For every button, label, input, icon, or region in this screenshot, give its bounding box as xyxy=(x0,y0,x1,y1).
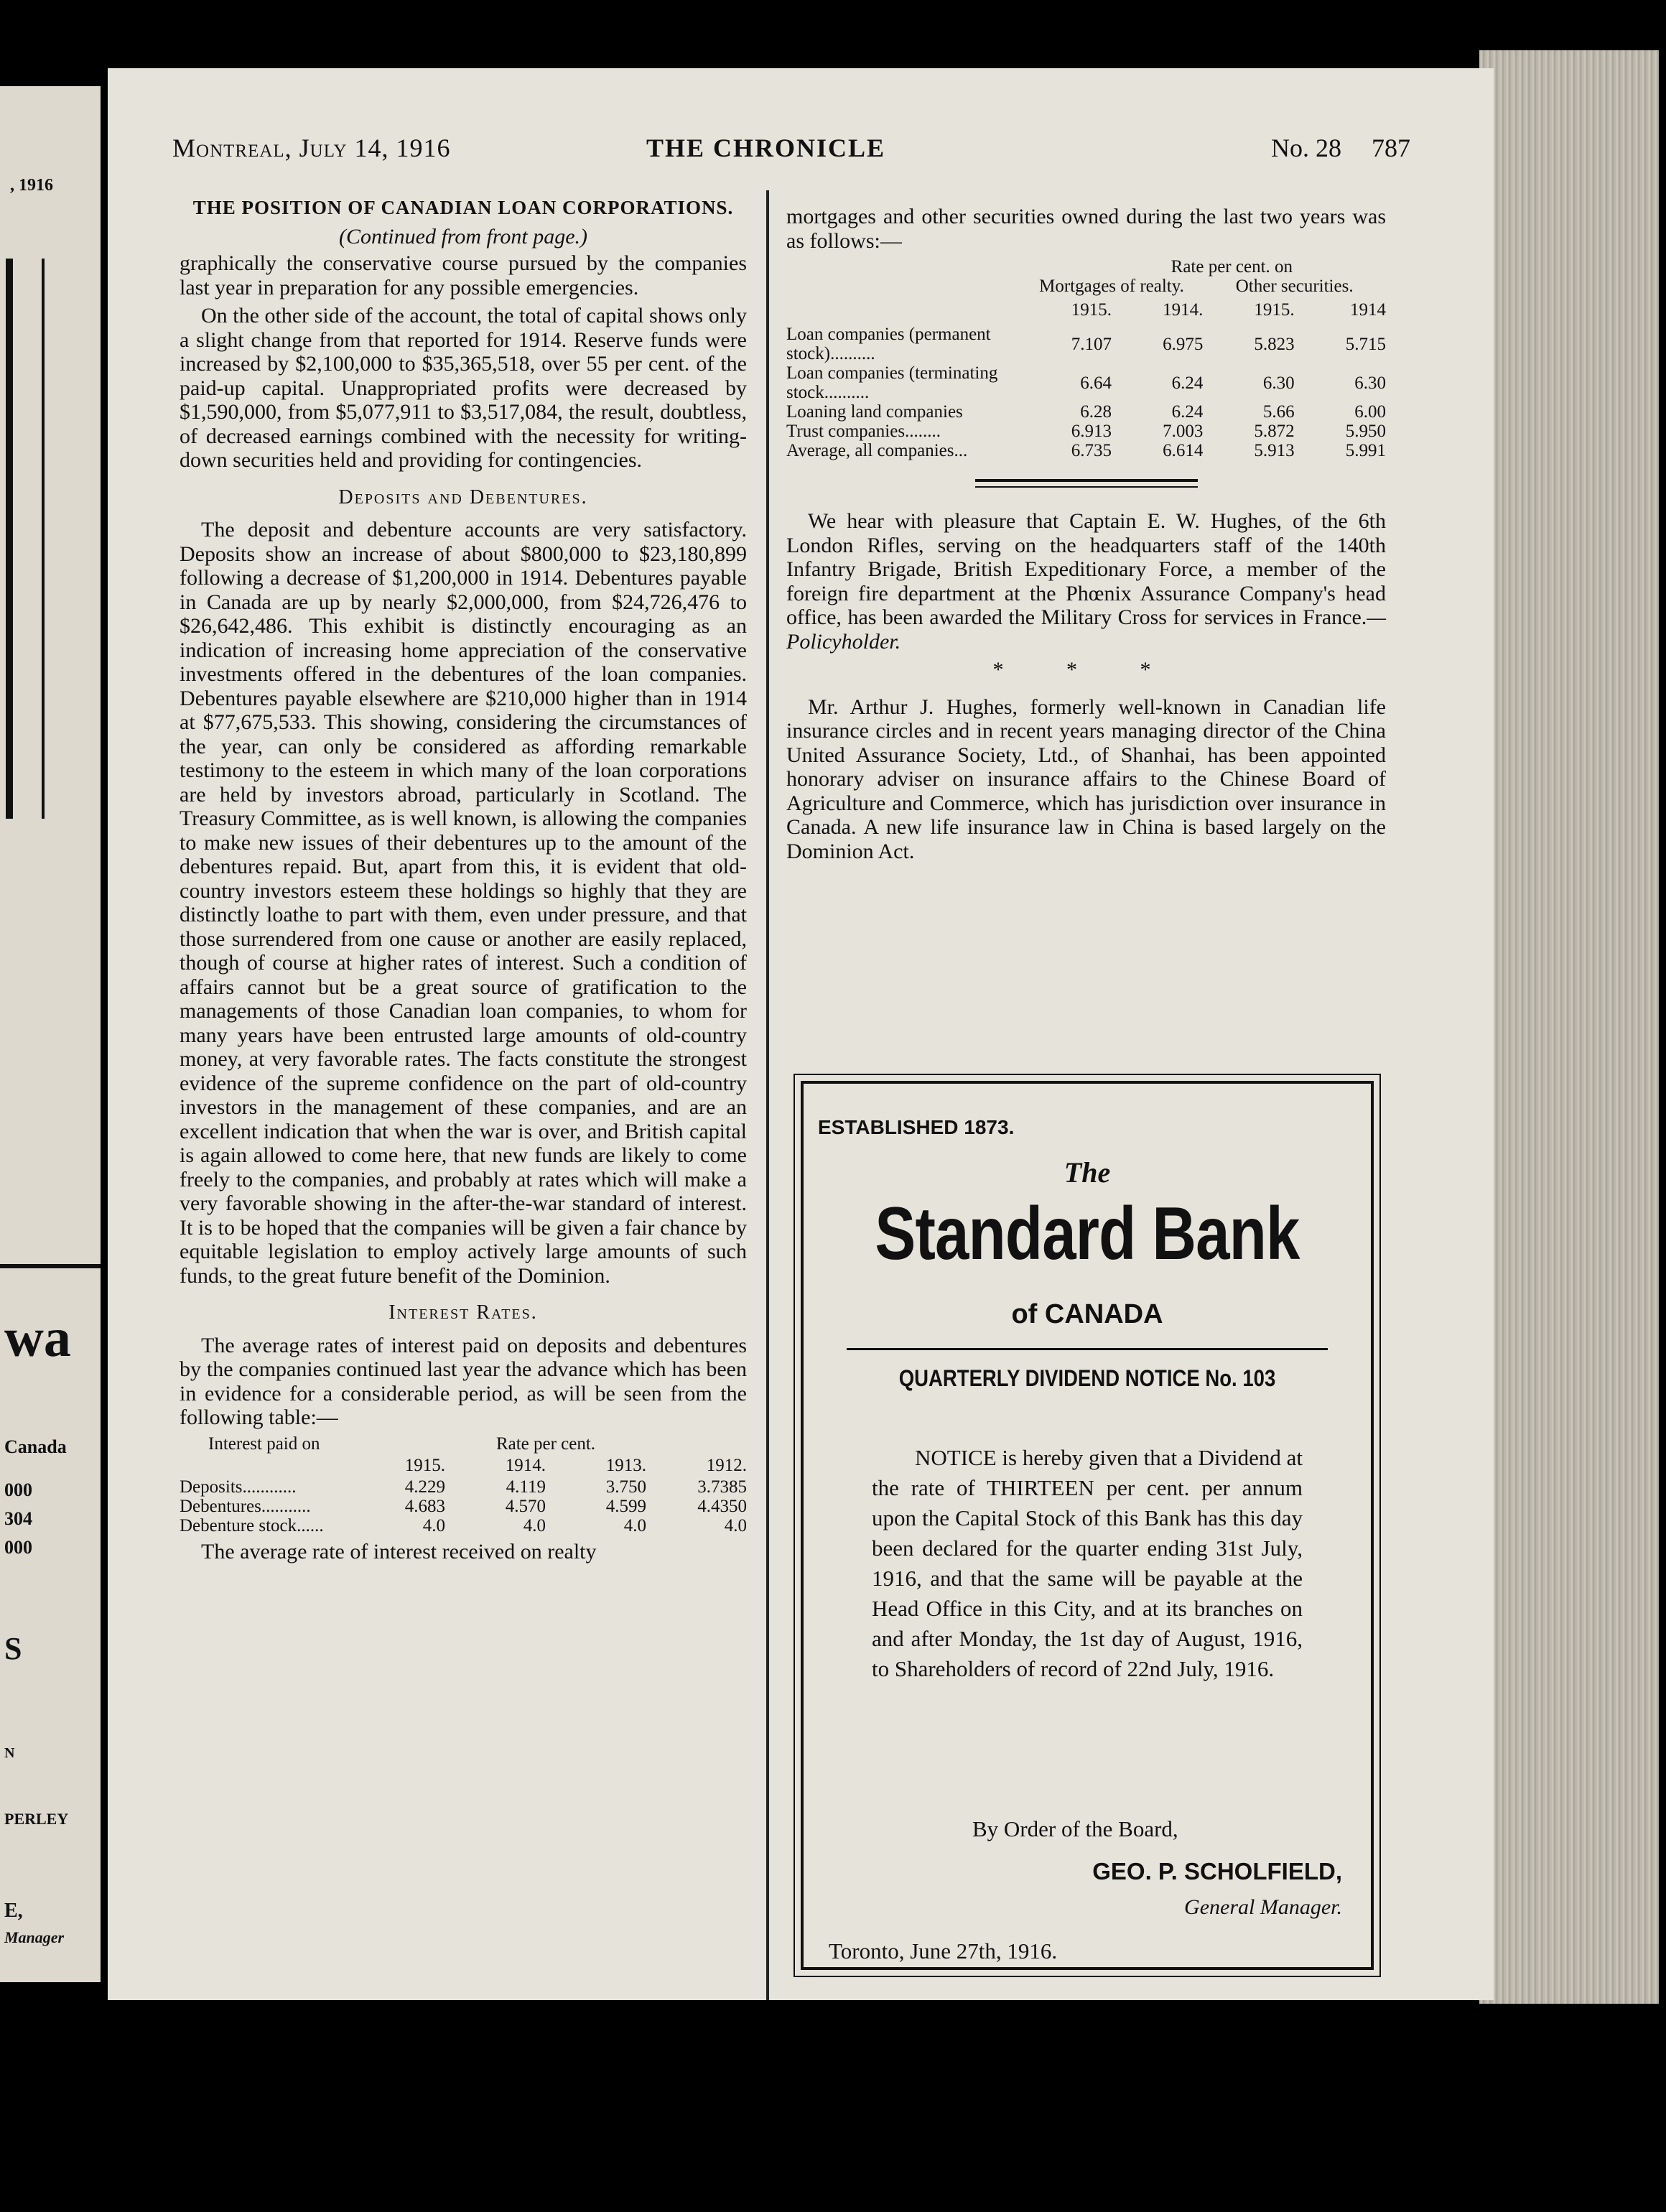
cell: 3.750 xyxy=(605,1477,646,1497)
manager-name: GEO. P. SCHOLFIELD, xyxy=(1092,1858,1342,1885)
row-label: Debentures........... xyxy=(180,1497,311,1516)
cell: 6.30 xyxy=(1262,373,1295,393)
header-date: Montreal, July 14, 1916 xyxy=(172,134,451,162)
row-label: Debenture stock...... xyxy=(180,1516,324,1535)
bank-name-suffix: of CANADA xyxy=(1011,1299,1163,1329)
right-column xyxy=(786,205,1386,868)
header-title: THE CHRONICLE xyxy=(646,134,886,162)
page-header xyxy=(172,133,1410,169)
table-row xyxy=(786,402,1386,422)
section-rule xyxy=(975,479,1198,488)
continued-note: (Continued from front page.) xyxy=(338,224,588,248)
header-issue: No. 28 xyxy=(1271,134,1341,162)
ad-rule xyxy=(847,1348,1328,1350)
order-line: By Order of the Board, xyxy=(972,1816,1178,1841)
year-header: 1914. xyxy=(505,1455,546,1475)
row-label: Trust companies........ xyxy=(786,422,941,441)
table-group-header: Rate per cent. xyxy=(495,1433,596,1454)
cell: 5.66 xyxy=(1262,402,1295,422)
cell: 4.0 xyxy=(623,1516,646,1535)
established-label: ESTABLISHED 1873. xyxy=(818,1116,1015,1138)
left-page-fragment xyxy=(0,86,101,1982)
interest-paid-table xyxy=(180,1434,747,1536)
year-header: 1914 xyxy=(1350,300,1386,320)
cell: 6.30 xyxy=(1354,373,1386,393)
left-page-fragment-manager: Manager xyxy=(4,1928,65,1946)
year-header: 1912. xyxy=(706,1455,747,1475)
interest-received-table xyxy=(786,257,1386,460)
paragraph xyxy=(786,509,1386,654)
cell: 4.683 xyxy=(404,1497,445,1516)
cell: 5.823 xyxy=(1254,334,1295,354)
page-edges xyxy=(1479,50,1659,2004)
cell: 6.735 xyxy=(1071,441,1112,460)
col-header-mortgages: Mortgages of realty. xyxy=(1039,276,1184,296)
cell: 6.975 xyxy=(1163,334,1204,354)
table-row xyxy=(786,363,1386,402)
cell: 5.950 xyxy=(1345,422,1386,441)
section-heading-interest: Interest Rates. xyxy=(388,1301,538,1324)
row-label: Loan companies (terminating stock.......... xyxy=(786,363,998,402)
paragraph: The average rate of interest received on realty xyxy=(201,1540,597,1563)
cell: 7.003 xyxy=(1163,422,1204,441)
paragraph: graphically the conservative course pursued by the companies last year in preparation for any possible emergencies. xyxy=(180,251,747,299)
article2-text: We hear with pleasure that Captain E. W. Hughes, of the 6th London Rifles, serving on the headquarters staff of the 140th Infantry Brigade, British Expeditionary Force, a member of the foreign fire department at the Phœnix Assurance Company's head office, has been awarded the Military Cross for services in France. xyxy=(786,509,1386,629)
cell: 5.913 xyxy=(1254,441,1295,460)
newspaper-page xyxy=(108,68,1494,2000)
table-row xyxy=(786,422,1386,441)
table-row xyxy=(180,1516,747,1535)
row-label: Loaning land companies xyxy=(786,402,963,422)
column-divider xyxy=(766,190,769,2000)
separator-stars: * * * xyxy=(992,658,1180,682)
paragraph: On the other side of the account, the total of capital shows only a slight change from that reported for 1914. Reserve funds were increased by $2,100,000 to $35,365,518, over 55 per cent. of the paid-up capital. Unappropriated profits were decreased by $1,590,000, from $5,077,911 to $3,517,084, the result, doubtless, of decreased earnings combined with the necessity for writing-down securities held and providing for contingencies. xyxy=(180,304,747,472)
left-page-fragment-n: N xyxy=(4,1745,15,1761)
cell: 5.872 xyxy=(1254,422,1295,441)
left-page-rule xyxy=(0,1264,101,1268)
cell: 3.7385 xyxy=(697,1477,747,1497)
table-row xyxy=(786,325,1386,363)
cell: 6.00 xyxy=(1354,402,1386,422)
left-page-fragment-s: S xyxy=(4,1631,22,1666)
cell: 4.570 xyxy=(505,1497,546,1516)
bank-advertisement xyxy=(801,1081,1374,1970)
dividend-notice-body: NOTICE is hereby given that a Dividend at the rate of THIRTEEN per cent. per annum upon the Capital Stock of this Bank has this day been declared for the quarter ending 31st July, 1916, and that the same will be payable at the Head Office in this City, and at its branches on and after Monday, the 1st day of August, 1916, to Shareholders of record of 22nd July, 1916. xyxy=(872,1445,1303,1681)
left-page-year: , 1916 xyxy=(10,176,53,195)
left-page-pillar-ornament xyxy=(6,259,45,819)
cell: 4.0 xyxy=(724,1516,747,1535)
paragraph: mortgages and other securities owned during the last two years was as follows:— xyxy=(786,205,1386,253)
section-heading-deposits: Deposits and Debentures. xyxy=(338,485,588,508)
cell: 4.229 xyxy=(404,1477,445,1497)
cell: 6.28 xyxy=(1080,402,1112,422)
left-page-fragment-canada: Canada xyxy=(4,1436,67,1457)
table-row xyxy=(786,441,1386,460)
left-page-fragment-wa: wa xyxy=(4,1308,71,1368)
row-label: Loan companies (permanent stock).......... xyxy=(786,325,991,363)
cell: 6.913 xyxy=(1071,422,1112,441)
table-row xyxy=(180,1477,747,1497)
article-title: THE POSITION OF CANADIAN LOAN CORPORATIONS. xyxy=(192,197,734,218)
year-header: 1915. xyxy=(1071,300,1112,320)
left-page-fragment-n3: 000 xyxy=(4,1537,32,1558)
left-column xyxy=(180,196,747,1569)
left-page-fragment-n2: 304 xyxy=(4,1508,32,1529)
cell: 4.599 xyxy=(605,1497,646,1516)
cell: 4.0 xyxy=(523,1516,546,1535)
paragraph: The deposit and debenture accounts are very satisfactory. Deposits show an increase of about $800,000 to $23,180,899 following a decrease of $1,200,000 in 1914. Debentures payable in Canada are up by nearly $2,000,000, from $24,726,476 to $26,642,486. This exhibit is distinctly encouraging as an indication of increasing home appreciation of the conservative investments offered in the debentures of the loan companies. Debentures payable elsewhere are $210,000 higher than in 1914 at $77,675,533. This showing, considering the circumstances of the year, can only be considered as affording remarkable testimony to the esteem in which many of the loan corporations are held by investors abroad, particularly in Scotland. The Treasury Committee, as is well known, is allowing the companies to make new issues of their debentures up to the amount of the debentures repaid. But, apart from this, it is evident that old-country investors esteem these holdings so highly that they are distinctly loathe to part with them, even under pressure, and that those surrendered from one cause or another are easily replaced, though of course at higher rates of interest. Such a condition of affairs cannot but be a great source of gratification to the managements of those Canadian loan companies, to whom for many years have been entrusted large amounts of old-country money, at very favorable rates. The facts constitute the strongest evidence of the supreme confidence on the part of old-country investors in the management of these companies, and are an excellent indication that when the war is over, and British capital is again allowed to come here, that new funds are likely to come freely to the companies, and probably at rates which will make a very favorable showing in the after-the-war standard of interest. It is to be hoped that the companies will be given a fair chance by equitable legislation to employ actively large amounts of such funds, to the great future benefit of the Dominion. xyxy=(180,518,747,1288)
year-header: 1915. xyxy=(1254,300,1295,320)
row-label: Average, all companies... xyxy=(786,441,968,460)
header-page-number: 787 xyxy=(1372,134,1410,162)
cell: 4.0 xyxy=(422,1516,445,1535)
cell: 6.24 xyxy=(1171,402,1204,422)
cell: 5.715 xyxy=(1345,334,1386,354)
year-header: 1913. xyxy=(605,1455,646,1475)
table-label: Interest paid on xyxy=(208,1433,320,1454)
bank-name-prefix: The xyxy=(1064,1156,1111,1189)
cell: 7.107 xyxy=(1071,334,1112,354)
col-header-other: Other securities. xyxy=(1235,276,1354,296)
bank-name: Standard Bank xyxy=(875,1192,1300,1275)
row-label: Deposits............ xyxy=(180,1477,297,1497)
left-page-fragment-e: E, xyxy=(4,1900,23,1922)
paragraph: Mr. Arthur J. Hughes, formerly well-known in Canadian life insurance circles and in recent years managing director of the China United Assurance Society, Ltd., of Shanhai, has been appointed honorary adviser on insurance affairs to the Chinese Board of Agriculture and Commerce, which has jurisdiction over insurance in Canada. A new life insurance law in China is based largely on the Dominion Act. xyxy=(786,694,1386,863)
year-header: 1914. xyxy=(1163,300,1204,320)
left-page-fragment-n1: 000 xyxy=(4,1479,32,1500)
left-page-fragment-perley: PERLEY xyxy=(4,1810,69,1828)
cell: 5.991 xyxy=(1345,441,1386,460)
cell: 6.24 xyxy=(1171,373,1204,393)
manager-title: General Manager. xyxy=(1184,1895,1342,1919)
cell: 4.4350 xyxy=(697,1497,747,1516)
paragraph: The average rates of interest paid on deposits and debentures by the companies continued last year the advance which has been in evidence for a considerable period, as will be seen from the following table:— xyxy=(180,1333,747,1429)
place-date: Toronto, June 27th, 1916. xyxy=(829,1938,1058,1964)
dividend-notice-title: QUARTERLY DIVIDEND NOTICE No. 103 xyxy=(898,1365,1276,1391)
cell: 6.614 xyxy=(1163,441,1204,460)
table-group-header: Rate per cent. on xyxy=(1171,257,1293,276)
cell: 4.119 xyxy=(506,1477,546,1497)
year-header: 1915. xyxy=(404,1455,445,1475)
cell: 6.64 xyxy=(1080,373,1112,393)
article2-source: —Policyholder. xyxy=(786,605,1386,654)
table-row xyxy=(180,1497,747,1516)
